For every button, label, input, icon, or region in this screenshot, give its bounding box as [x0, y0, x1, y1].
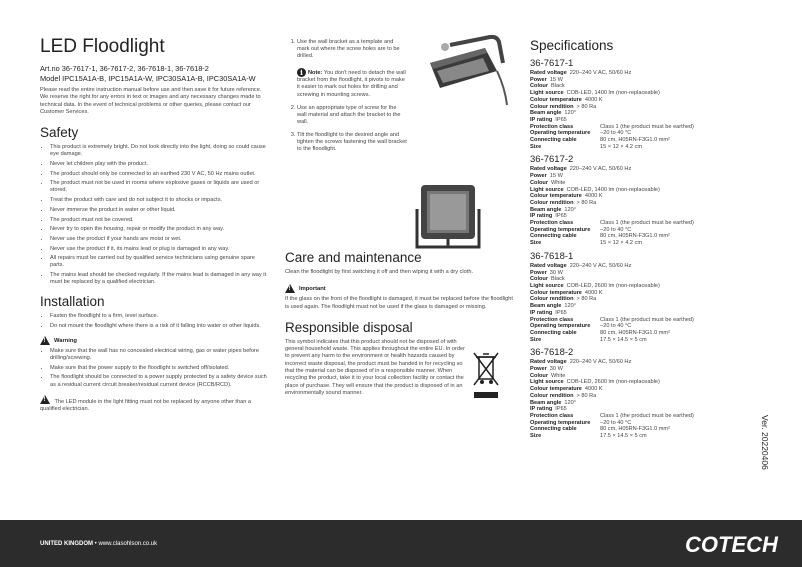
spec-value: Black: [551, 276, 565, 283]
important-text: If the glass on the front of the floodlight is damaged, it must be replaced before the floodlight is used again. The floodlight must not be used if the glass is damaged or missing.: [285, 296, 513, 310]
spec-label: Protection class: [530, 412, 574, 419]
spec-value: 220–240 V AC, 50/60 Hz: [569, 166, 632, 173]
spec-label: IP rating: [530, 406, 553, 413]
list-item: • Never try to open the housing, repair or modify the product in any way.: [50, 226, 270, 233]
spec-row-colour-temperature: [530, 386, 765, 393]
warning-icon: [285, 284, 295, 293]
spec-value: 120°: [564, 206, 576, 213]
spec-list: [530, 58, 765, 440]
spec-label: Rated voltage: [530, 70, 567, 76]
footer-country: UNITED KINGDOM: [40, 541, 93, 547]
spec-row-beam-angle: [530, 110, 765, 117]
disposal-block: [285, 339, 517, 403]
spec-value: 15 W: [549, 76, 563, 83]
list-item: • The product must not be covered.: [50, 217, 270, 224]
intro-text: Please read the entire instruction manual before use and then save it for future reference. We reserve the right for any errors in text or images and any necessary changes made to technical data. In the event of technical problems or other queries, please contact our Customer Services.: [40, 87, 262, 115]
spec-value: −20 to 40 °C: [600, 130, 632, 137]
spec-value: 17.5 × 14.5 × 5 cm: [600, 336, 647, 343]
spec-label: Colour: [530, 83, 549, 90]
step-item: 2. Use an appropriate type of screw for the wall material and attach the bracket to the wall.: [297, 105, 407, 126]
warning-icon: [40, 336, 50, 345]
spec-label: Colour rendition: [530, 103, 574, 110]
info-icon: i: [297, 68, 306, 77]
spec-value: 120°: [564, 303, 576, 310]
note-label: Note:: [308, 70, 323, 77]
spec-row-operating-temperature: [530, 227, 765, 234]
spec-row-colour-rendition: [530, 104, 765, 111]
spec-value: COB-LED, 2600 lm (non-replaceable): [566, 282, 660, 289]
spec-row-colour-temperature: [530, 193, 765, 200]
spec-label: Size: [530, 433, 542, 440]
spec-row-protection-class: [530, 220, 765, 227]
warning-icon: [40, 395, 50, 404]
spec-row-beam-angle: [530, 400, 765, 407]
spec-value: 4000 K: [584, 386, 603, 393]
installation-heading: Installation: [40, 294, 105, 310]
spec-value: 15 × 12 × 4.2 cm: [600, 143, 642, 150]
spec-row-beam-angle: [530, 207, 765, 214]
spec-value: COB-LED, 1400 lm (non-replaceable): [566, 90, 660, 97]
spec-label: Beam angle: [530, 110, 562, 117]
warning-list: [40, 348, 270, 389]
spec-label: Operating temperature: [530, 226, 591, 233]
spec-model-name: 36-7617-2: [530, 154, 574, 166]
spec-value: 80 cm, H05RN-F3G1.0 mm²: [600, 329, 670, 336]
spec-label: Light source: [530, 282, 564, 289]
spec-row-power: [530, 366, 765, 373]
footer-separator: •: [93, 541, 99, 547]
footer-website[interactable]: www.clasohlson.co.uk: [98, 541, 158, 547]
list-item: • Never use the product if your hands are moist or wet.: [50, 236, 270, 243]
spec-label: Colour rendition: [530, 296, 574, 303]
spec-label: Power: [530, 173, 547, 180]
spec-row-light-source: [530, 90, 765, 97]
spec-model-block: [530, 347, 765, 439]
spec-row-ip-rating: [530, 213, 765, 220]
spec-label: Protection class: [530, 220, 574, 227]
spec-label: Colour temperature: [530, 193, 582, 200]
spec-value: 15 × 12 × 4.2 cm: [600, 240, 642, 247]
spec-label: Connecting cable: [530, 329, 577, 336]
spec-row-colour-temperature: [530, 290, 765, 297]
spec-row-rated-voltage: [530, 166, 765, 173]
spec-row-light-source: [530, 379, 765, 386]
spec-value: −20 to 40 °C: [600, 226, 632, 233]
spec-row-power: [530, 270, 765, 277]
spec-label: Connecting cable: [530, 426, 577, 433]
spec-label: Light source: [530, 186, 564, 193]
list-item: • Treat the product with care and do not subject it to shocks or impacts.: [50, 197, 270, 204]
spec-row-light-source: [530, 187, 765, 194]
spec-value: 80 cm, H05RN-F3G1.0 mm²: [600, 137, 670, 144]
spec-label: Colour rendition: [530, 392, 574, 399]
list-item: • Make sure that the power supply to the floodlight is switched off/isolated.: [50, 365, 270, 372]
spec-value: Black: [551, 83, 565, 90]
spec-model-block: [530, 58, 765, 150]
spec-value: 220–240 V AC, 50/60 Hz: [569, 359, 632, 366]
footer-bar: [0, 520, 802, 567]
spec-value: White: [551, 179, 566, 186]
safety-heading: Safety: [40, 125, 79, 141]
spec-value: 220–240 V AC, 50/60 Hz: [569, 70, 632, 76]
spec-row-light-source: [530, 283, 765, 290]
spec-label: Protection class: [530, 316, 574, 323]
spec-row-ip-rating: [530, 310, 765, 317]
spec-label: Size: [530, 336, 542, 343]
spec-value: 4000 K: [584, 193, 603, 200]
spec-row-power: [530, 173, 765, 180]
spec-value: COB-LED, 1400 lm (non-replaceable): [566, 186, 660, 193]
list-item: • Do not mount the floodlight where there is a risk of it falling into water or other liquids.: [50, 323, 270, 330]
spec-label: Operating temperature: [530, 323, 591, 330]
disposal-heading: Responsible disposal: [285, 319, 413, 335]
spec-label: Operating temperature: [530, 419, 591, 426]
spec-value: −20 to 40 °C: [600, 323, 632, 330]
spec-row-protection-class: [530, 317, 765, 324]
weee-bin-icon: [471, 351, 501, 403]
list-item: • The floodlight should be connected to a power supply protected by a safety device such as a residual current circuit breaker/residual current device (RCCB/RCD).: [50, 374, 270, 388]
spec-row-ip-rating: [530, 406, 765, 413]
middle-column: [285, 36, 517, 396]
art-no: Art.no 36-7617-1, 36-7617-2, 36-7618-1, 36-7618-2: [40, 64, 209, 73]
note-text: You don't need to detach the wall bracket from the floodlight, it pivots to make it easier to mark out holes for drilling and screwing in mounting screws.: [297, 70, 406, 98]
spec-label: Rated voltage: [530, 359, 567, 366]
spec-label: Beam angle: [530, 303, 562, 310]
warning-label: Warning: [54, 337, 77, 344]
spec-row-rated-voltage: [530, 70, 765, 77]
installation-list: [40, 313, 270, 330]
spec-row-rated-voltage: [530, 359, 765, 366]
spec-row-protection-class: [530, 413, 765, 420]
spec-row-colour: [530, 276, 765, 283]
list-item: • Make sure that the wall has no concealed electrical wiring, gas or water pipes before drilling/screwing.: [50, 348, 270, 362]
spec-label: Rated voltage: [530, 166, 567, 173]
spec-value: 17.5 × 14.5 × 5 cm: [600, 433, 647, 440]
spec-label: Colour: [530, 179, 549, 186]
care-heading: Care and maintenance: [285, 250, 422, 265]
important-label: Important: [299, 285, 326, 292]
spec-label: Colour temperature: [530, 386, 582, 393]
spec-label: Power: [530, 76, 547, 83]
spec-row-operating-temperature: [530, 323, 765, 330]
list-item: • The mains lead should be checked regularly. If the mains lead is damaged in any way it must be replaced by a qualified electrician.: [50, 272, 270, 286]
spec-label: Power: [530, 269, 547, 276]
specifications-heading: Specifications: [530, 38, 614, 53]
model-no: Model IPC15A1A-B, IPC15A1A-W, IPC30SA1A-B, IPC30SA1A-W: [40, 73, 256, 83]
spec-row-protection-class: [530, 124, 765, 131]
spec-row-colour: [530, 180, 765, 187]
spec-label: Rated voltage: [530, 262, 567, 269]
safety-list: [40, 144, 270, 286]
spec-row-colour-rendition: [530, 296, 765, 303]
spec-value: Class 1 (the product must be earthed): [600, 220, 694, 227]
spec-row-connecting-cable: [530, 233, 765, 240]
spec-model-name: 36-7618-2: [530, 347, 574, 359]
spec-row-operating-temperature: [530, 420, 765, 427]
spec-value: Class 1 (the product must be earthed): [600, 412, 694, 419]
spec-row-operating-temperature: [530, 130, 765, 137]
steps-list: [285, 39, 407, 153]
spec-value: 4000 K: [584, 96, 603, 103]
spec-row-power: [530, 77, 765, 84]
spec-row-rated-voltage: [530, 263, 765, 270]
spec-label: Beam angle: [530, 399, 562, 406]
spec-value: Class 1 (the product must be earthed): [600, 316, 694, 323]
spec-label: Operating temperature: [530, 130, 591, 137]
spec-value: 30 W: [549, 366, 563, 373]
spec-row-beam-angle: [530, 303, 765, 310]
spec-label: Colour: [530, 372, 549, 379]
step-item: 3. Tilt the floodlight to the desired angle and tighten the screws fastening the wall bracket to the floodlight.: [297, 132, 407, 153]
spec-label: Colour rendition: [530, 199, 574, 206]
page-title: LED Floodlight: [40, 36, 165, 57]
spec-value: 220–240 V AC, 50/60 Hz: [569, 262, 632, 269]
spec-value: 15 W: [549, 173, 563, 180]
spec-label: Connecting cable: [530, 137, 577, 144]
spec-label: Colour: [530, 276, 549, 283]
spec-label: IP rating: [530, 116, 553, 123]
floodlight-bracket-image: [415, 33, 520, 108]
spec-row-size: [530, 433, 765, 440]
spec-value: IP65: [555, 213, 567, 220]
list-item: • The product must not be used in rooms where explosive gases or liquids are used or stored.: [50, 180, 270, 194]
spec-value: 80 cm, H05RN-F3G1.0 mm²: [600, 233, 670, 240]
spec-value: > 80 Ra: [576, 103, 597, 110]
list-item: • Never let children play with the product.: [50, 161, 270, 168]
spec-row-ip-rating: [530, 117, 765, 124]
spec-value: −20 to 40 °C: [600, 419, 632, 426]
spec-value: Class 1 (the product must be earthed): [600, 123, 694, 130]
spec-label: Light source: [530, 379, 564, 386]
step-item: [297, 39, 407, 99]
version-label: Ver. 20220406: [760, 415, 770, 470]
care-text: Clean the floodlight by first switching it off and then wiping it with a dry cloth.: [285, 269, 474, 275]
list-item: • Never use the product if it, its mains lead or plug is damaged in any way.: [50, 246, 270, 253]
led-note-text: The LED module in the light fitting must not be replaced by anyone other than a qualified electrician.: [40, 398, 251, 412]
left-column: [40, 36, 270, 413]
spec-row-connecting-cable: [530, 137, 765, 144]
spec-value: 120°: [564, 399, 576, 406]
logo-text: COTECH: [685, 532, 778, 557]
spec-label: Connecting cable: [530, 233, 577, 240]
spec-row-connecting-cable: [530, 330, 765, 337]
spec-value: 4000 K: [584, 289, 603, 296]
spec-model-name: 36-7617-1: [530, 58, 574, 69]
step-note: [297, 68, 407, 98]
important-row: [285, 284, 517, 293]
spec-row-size: [530, 144, 765, 151]
spec-value: IP65: [555, 116, 567, 123]
list-item: • This product is extremely bright. Do not look directly into the light, doing so could cause eye damage.: [50, 144, 270, 158]
spec-row-size: [530, 240, 765, 247]
spec-value: 120°: [564, 110, 576, 117]
footer-contact: [40, 541, 157, 547]
care-section: [285, 242, 517, 403]
spec-value: > 80 Ra: [576, 296, 597, 303]
cotech-logo: [683, 529, 783, 559]
list-item: • Never immerse the product in water or other liquid.: [50, 207, 270, 214]
led-note: [40, 395, 270, 414]
spec-model-name: 36-7618-1: [530, 250, 574, 262]
spec-label: Size: [530, 143, 542, 150]
spec-model-block: [530, 251, 765, 343]
spec-value: IP65: [555, 309, 567, 316]
spec-value: > 80 Ra: [576, 199, 597, 206]
warning-row: [40, 336, 270, 345]
spec-label: IP rating: [530, 309, 553, 316]
spec-label: Beam angle: [530, 206, 562, 213]
spec-value: 80 cm, H05RN-F3G1.0 mm²: [600, 426, 670, 433]
list-item: • Fasten the floodlight to a firm, level surface.: [50, 313, 270, 320]
spec-value: IP65: [555, 406, 567, 413]
spec-label: Colour temperature: [530, 289, 582, 296]
disposal-text: This symbol indicates that this product should not be disposed of with general household waste. This applies throughout the entire EU. In order to prevent any harm to the environment or health hazards caused by incorrect waste disposal, the product must be handed in for recycling so that the material can be disposed of in a responsible manner. When recycling the product, take it to your local collection facility or contact the place of purchase. They will ensure that the product is disposed of in an environmentally sound manner.: [285, 338, 465, 396]
spec-label: IP rating: [530, 213, 553, 220]
spec-label: Size: [530, 240, 542, 247]
list-item: • All repairs must be carried out by qualified service technicians using genuine spare parts.: [50, 255, 270, 269]
spec-row-colour: [530, 83, 765, 90]
spec-value: White: [551, 372, 566, 379]
step-text: Use the wall bracket as a template and mark out where the screw holes are to be drilled.: [297, 39, 400, 60]
spec-row-colour: [530, 373, 765, 380]
spec-row-colour-rendition: [530, 393, 765, 400]
spec-row-colour-temperature: [530, 97, 765, 104]
spec-label: Light source: [530, 90, 564, 97]
list-item: • The product should only be connected to an earthed 230 V AC, 50 Hz mains outlet.: [50, 171, 270, 178]
spec-label: Power: [530, 366, 547, 373]
spec-label: Protection class: [530, 123, 574, 130]
spec-value: COB-LED, 2600 lm (non-replaceable): [566, 379, 660, 386]
spec-row-size: [530, 337, 765, 344]
specifications-column: [530, 36, 765, 440]
spec-row-colour-rendition: [530, 200, 765, 207]
spec-model-block: [530, 154, 765, 246]
spec-value: 30 W: [549, 269, 563, 276]
spec-row-connecting-cable: [530, 426, 765, 433]
steps-block: [285, 39, 407, 153]
spec-value: > 80 Ra: [576, 392, 597, 399]
spec-label: Colour temperature: [530, 96, 582, 103]
